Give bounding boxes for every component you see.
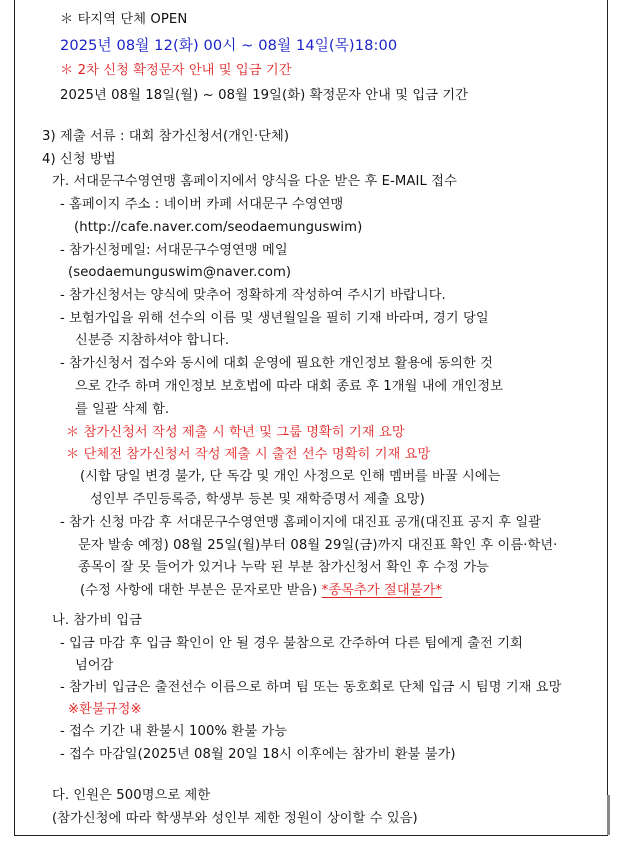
- note-insurance-cont: 신분증 지참하셔야 합니다.: [75, 333, 230, 348]
- fee-note-deadline: - 입금 마감 후 입금 확인이 안 될 경우 불참으로 간주하여 다른 팀에게 출전 기회: [60, 636, 523, 651]
- note-draw-published-cont2: 종목이 잘 못 들어가 있거나 누락 된 부분 참가신청서 확인 후 수정 가능: [78, 560, 489, 575]
- second-round-heading: ＊ 2차 신청 확정문자 안내 및 입금 기간: [60, 63, 292, 78]
- note-privacy-cont1: 으로 간주 하며 개인정보 보호법에 따라 대회 종료 후 1개월 내에 개인정보: [75, 379, 504, 394]
- note-grade-group: ＊ 참가신청서 작성 제출 시 학년 및 그룹 명확히 기재 요망: [66, 425, 405, 440]
- fee-note-deadline-cont: 넘어감: [75, 658, 114, 673]
- application-mail-address[interactable]: (seodaemunguswim@naver.com): [68, 265, 292, 280]
- capacity-note: (참가신청에 따라 학생부와 성인부 제한 정원이 상이할 수 있음): [52, 811, 418, 826]
- second-round-period: 2025년 08월 18일(월) ~ 08월 19일(화) 확정문자 안내 및 입금 기간: [60, 88, 469, 103]
- application-method-heading: 4) 신청 방법: [42, 152, 116, 167]
- other-region-open: ＊ 타지역 단체 OPEN: [60, 12, 188, 27]
- note-privacy-cont2: 를 일괄 삭제 함.: [75, 402, 170, 417]
- other-region-period: 2025년 08월 12(화) 00시 ~ 08월 14일(목)18:00: [60, 37, 398, 54]
- note-draw-published-cont1: 문자 발송 예정) 08월 25일(월)부터 08월 29일(금)까지 대진표 확인 후 이름·학년·: [78, 538, 558, 553]
- application-mail-label: - 참가신청메일: 서대문구수영연맹 메일: [60, 243, 288, 258]
- fee-note-name: - 참가비 입금은 출전선수 이름으로 하며 팀 또는 동호회로 단체 입금 시 팀명 기재 요망: [60, 680, 562, 695]
- note-accuracy: - 참가신청서는 양식에 맞추어 정확하게 작성하여 주시기 바랍니다.: [60, 288, 446, 303]
- page-edge-shadow: [607, 795, 610, 835]
- note-draw-published: - 참가 신청 마감 후 서대문구수영연맹 홈페이지에 대진표 공개(대진표 공지 후 일괄: [60, 515, 542, 530]
- note-sms-only-text: (수정 사항에 대한 부분은 문자로만 받음): [80, 583, 322, 598]
- homepage-url[interactable]: (http://cafe.naver.com/seodaemunguswim): [74, 220, 363, 235]
- refund-none: - 접수 마감일(2025년 08월 20일 18시 이후에는 참가비 환불 불가): [60, 747, 456, 762]
- refund-policy-heading: ※환불규정※: [68, 702, 142, 717]
- no-event-addition-note: *종목추가 절대불가*: [321, 583, 443, 598]
- note-no-change: (시합 당일 변경 불가, 단 독감 및 개인 사정으로 인해 멤버를 바꿀 시에는: [80, 469, 501, 484]
- method-email: 가. 서대문구수영연맹 홈페이지에서 양식을 다운 받은 후 E-MAIL 접수: [52, 174, 457, 189]
- note-privacy: - 참가신청서 접수와 동시에 대회 운영에 필요한 개인정보 활용에 동의한 것: [60, 356, 493, 371]
- fee-heading: 나. 참가비 입금: [52, 613, 142, 628]
- note-sms-only: [80, 582, 442, 600]
- note-no-change-cont: 성인부 주민등록증, 학생부 등본 및 재학증명서 제출 요망): [90, 492, 425, 507]
- homepage-address-label: - 홈페이지 주소 : 네이버 카페 서대문구 수영연맹: [60, 197, 344, 212]
- submission-documents: 3) 제출 서류 : 대회 참가신청서(개인·단체): [42, 129, 290, 144]
- refund-full: - 접수 기간 내 환불시 100% 환불 가능: [60, 724, 288, 739]
- capacity-heading: 다. 인원은 500명으로 제한: [52, 788, 211, 803]
- note-insurance: - 보험가입을 위해 선수의 이름 및 생년월일을 필히 기재 바라며, 경기 당일: [60, 311, 489, 326]
- note-team-entry: ＊ 단체전 참가신청서 작성 제출 시 출전 선수 명확히 기재 요망: [66, 447, 431, 462]
